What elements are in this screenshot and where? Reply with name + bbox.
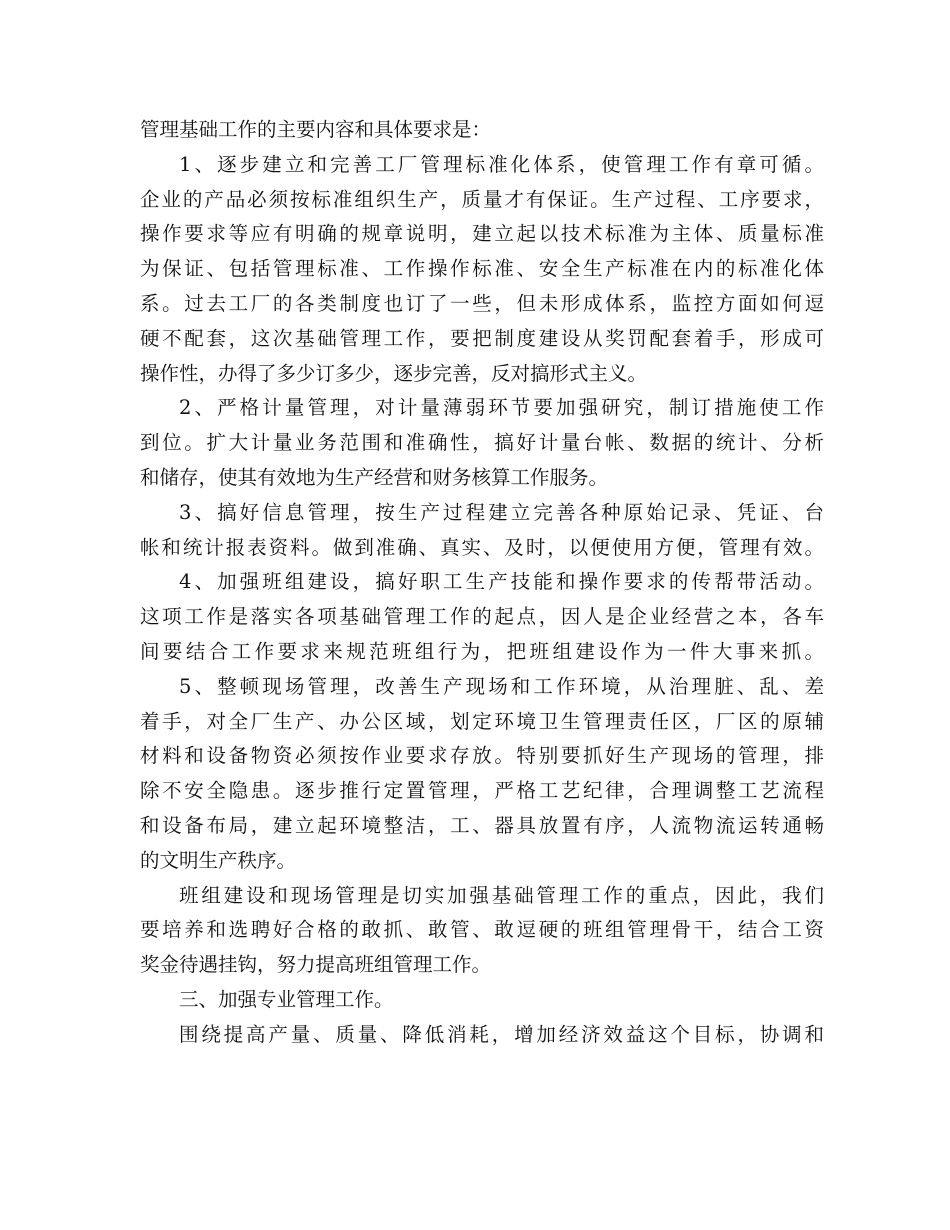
text-line: 要培养和选聘好合格的敢抓、敢管、敢逗硬的班组管理骨干，结合工资 [140, 918, 824, 942]
text-line: 围绕提高产量、质量、降低消耗，增加经济效益这个目标，协调和 [179, 1022, 824, 1046]
text-line: 硬不配套，这次基础管理工作，要把制度建设从奖罚配套着手，形成可 [140, 326, 824, 350]
text-line: 系。过去工厂的各类制度也订了一些，但未形成体系，监控方面如何逗 [140, 291, 824, 315]
text-line: 4、加强班组建设，搞好职工生产技能和操作要求的传帮带活动。 [179, 570, 824, 594]
text-line: 着手，对全厂生产、办公区域，划定环境卫生管理责任区，厂区的原辅 [140, 709, 824, 733]
text-line: 和设备布局，建立起环境整洁，工、器具放置有序，人流物流运转通畅 [140, 813, 824, 837]
text-line: 除不安全隐患。逐步推行定置管理，严格工艺纪律，合理调整工艺流程 [140, 779, 824, 803]
section-heading: 三、加强专业管理工作。 [179, 987, 394, 1011]
text-line: 操作性，办得了多少订多少，逐步完善，反对搞形式主义。 [140, 361, 648, 385]
document-body [140, 113, 824, 1053]
text-line: 帐和统计报表资料。做到准确、真实、及时，以便使用方便，管理有效。 [140, 535, 824, 559]
text-line: 间要结合工作要求来规范班组行为，把班组建设作为一件大事来抓。 [140, 639, 824, 663]
text-line: 2、严格计量管理，对计量薄弱环节要加强研究，制订措施使工作 [179, 396, 824, 420]
text-line: 1、逐步建立和完善工厂管理标准化体系，使管理工作有章可循。 [179, 152, 824, 176]
text-line: 奖金待遇挂钩，努力提高班组管理工作。 [140, 953, 492, 977]
text-line: 和储存，使其有效地为生产经营和财务核算工作服务。 [140, 465, 609, 489]
text-line: 为保证、包括管理标准、工作操作标准、安全生产标准在内的标准化体 [140, 257, 824, 281]
text-line: 班组建设和现场管理是切实加强基础管理工作的重点，因此，我们 [179, 883, 824, 907]
text-line: 3、搞好信息管理，按生产过程建立完善各种原始记录、凭证、台 [179, 500, 824, 524]
text-line: 管理基础工作的主要内容和具体要求是： [140, 118, 492, 141]
text-line: 企业的产品必须按标准组织生产，质量才有保证。生产过程、工序要求， [140, 187, 824, 211]
text-line: 的文明生产秩序。 [140, 848, 297, 872]
text-line: 材料和设备物资必须按作业要求存放。特别要抓好生产现场的管理，排 [140, 744, 824, 768]
text-line: 操作要求等应有明确的规章说明，建立起以技术标准为主体、质量标准 [140, 222, 824, 246]
text-line: 5、整顿现场管理，改善生产现场和工作环境，从治理脏、乱、差 [179, 674, 824, 698]
text-line: 到位。扩大计量业务范围和准确性，搞好计量台帐、数据的统计、分析 [140, 431, 824, 455]
text-line: 这项工作是落实各项基础管理工作的起点，因人是企业经营之本，各车 [140, 605, 824, 629]
